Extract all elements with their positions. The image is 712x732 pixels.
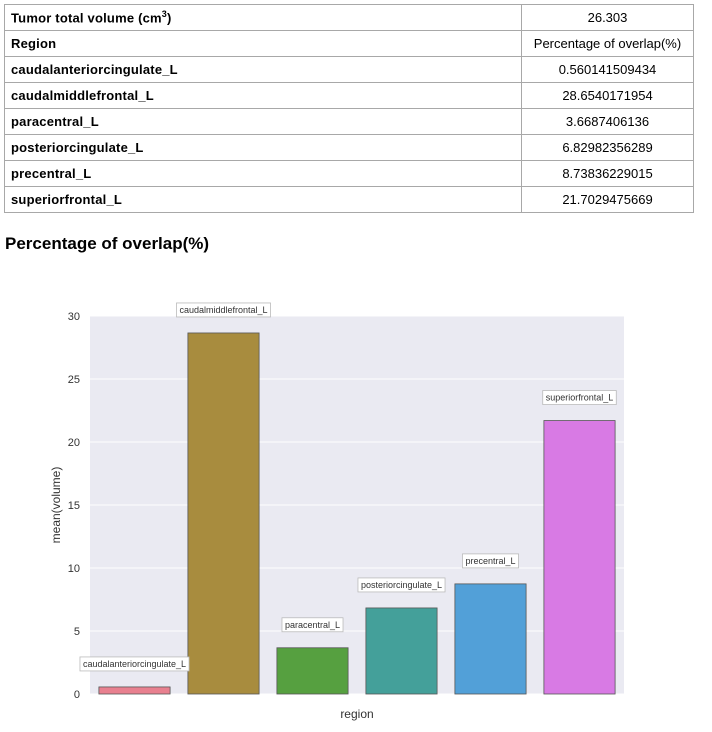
overlap-cell: 3.6687406136 <box>522 109 694 135</box>
bar-label-text: superiorfrontal_L <box>545 392 614 403</box>
region-cell: precentral_L <box>5 161 522 187</box>
bar <box>455 584 526 694</box>
bar-label <box>462 554 518 568</box>
bar <box>188 333 259 694</box>
bar-label <box>176 303 270 317</box>
bar-label <box>358 578 445 592</box>
y-tick-label: 0 <box>73 689 80 701</box>
bar-label-text: paracentral_L <box>284 619 341 630</box>
y-tick-label: 5 <box>73 626 80 638</box>
y-tick-label: 25 <box>67 374 80 386</box>
y-tick-label: 15 <box>67 500 80 512</box>
region-cell: superiorfrontal_L <box>5 187 522 213</box>
bar-label-text: precentral_L <box>465 555 516 566</box>
bar-label <box>543 391 617 405</box>
y-tick-label: 20 <box>67 437 80 449</box>
bar <box>366 608 437 694</box>
overlap-cell: 0.560141509434 <box>522 57 694 83</box>
total-volume-label: Tumor total volume $(cm^3)$ <box>5 5 522 31</box>
bar-label <box>282 618 343 632</box>
region-cell: paracentral_L <box>5 109 522 135</box>
section-title: Percentage of overlap(%) <box>5 234 210 253</box>
y-tick-labels <box>68 311 80 701</box>
bar <box>277 648 348 694</box>
bar <box>544 421 615 694</box>
region-cell: caudalmiddlefrontal_L <box>5 83 522 109</box>
overlap-cell: 6.82982356289 <box>522 135 694 161</box>
region-cell: posteriorcingulate_L <box>5 135 522 161</box>
bar-label-text: caudalmiddlefrontal_L <box>179 304 268 315</box>
bar-label <box>80 657 189 671</box>
overlap-cell: 8.73836229015 <box>522 161 694 187</box>
y-axis-label: mean(volume) <box>49 466 63 544</box>
overlap-cell: 21.7029475669 <box>522 187 694 213</box>
region-column-header: Region <box>5 31 522 57</box>
total-volume-value: 26.303 <box>522 5 694 31</box>
x-axis-label: region <box>340 707 374 721</box>
overlap-cell: 28.6540171954 <box>522 83 694 109</box>
region-cell: caudalanteriorcingulate_L <box>5 57 522 83</box>
bar-label-text: caudalanteriorcingulate_L <box>82 658 187 669</box>
y-tick-label: 10 <box>67 563 80 575</box>
overlap-column-header: Percentage of overlap(%) <box>522 31 694 57</box>
bar <box>99 687 170 694</box>
y-tick-label: 30 <box>67 311 80 323</box>
bar-label-text: posteriorcingulate_L <box>360 579 443 590</box>
